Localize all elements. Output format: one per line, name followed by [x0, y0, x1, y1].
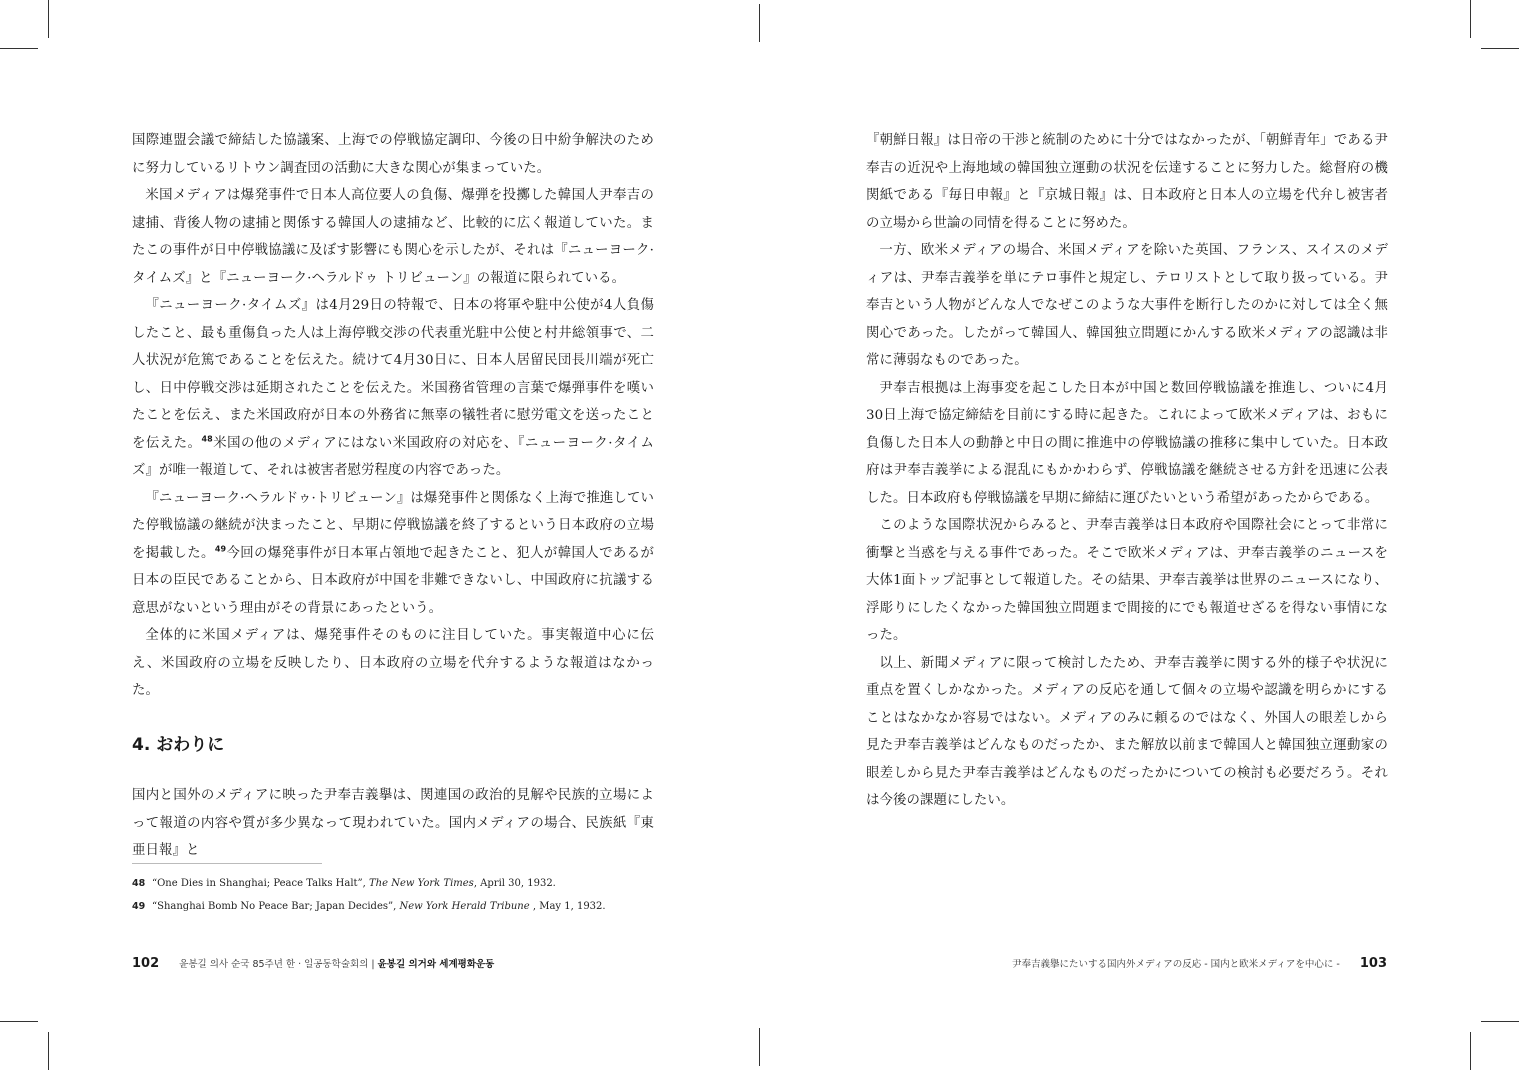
section-paragraph: 国内と国外のメディアに映った尹奉吉義擧は、関連国の政治的見解や民族的立場によって報道の内容や質が多少異なって現われていた。国内メディアの場合、民族紙『東亜日報』と [132, 788, 654, 858]
footnote-ref-49[interactable]: 49 [214, 544, 227, 554]
right-body-text [866, 127, 1388, 815]
left-paragraph-4 [132, 485, 654, 623]
left-footer [132, 956, 494, 971]
footnote-ref-48[interactable]: 48 [201, 434, 213, 444]
right-paragraph-4: このような国際状況からみると、尹奉吉義挙は日本政府や国際社会にとって非常に衝撃と当惑を与える事件であった。そこで欧米メディアは、尹奉吉義挙のニュースを大体1面トップ記事として報道した。その結果、尹奉吉義挙は世界のニュースになり、浮彫りにしたくなかった韓国独立問題まで間接的にでも報道せざるを得ない事情になった。 [866, 518, 1388, 643]
footnote-number: 49 [132, 901, 146, 912]
footnote-source: New York Herald Tribune [399, 901, 530, 912]
running-title-right: 尹奉吉義擧にたいする国内外メディアの反応 - 国内と欧米メディアを中心に - [1011, 959, 1340, 970]
running-title-plain: 윤봉길 의사 순국 85주년 한 · 일공동학술회의 | [179, 959, 378, 970]
footnote-source: The New York Times [369, 878, 474, 889]
right-paragraph-2: 一方、欧米メディアの場合、米国メディアを除いた英国、フランス、スイスのメディアは、尹奉吉義挙を単にテロ事件と規定し、テロリストとして取り扱っている。尹奉吉という人物がどんな人でなぜこのような大事件を断行したのかに対しては全く無関心であった。したがって韓国人、韓国独立問題にかんする欧米メディアの認識は非常に薄弱なものであった。 [866, 243, 1388, 368]
left-paragraph-5: 全体的に米国メディアは、爆発事件そのものに注目していた。事実報道中心に伝え、米国政府の立場を反映したり、日本政府の立場を代弁するような報道はなかった。 [132, 628, 654, 698]
footnote-number: 48 [132, 878, 146, 889]
section-heading: 4. おわりに [132, 735, 225, 755]
left-paragraph-3 [132, 292, 654, 485]
footnote-48 [132, 878, 556, 889]
left-paragraph-3-before: 『ニューヨーク·タイムズ』は4月29日の特報で、日本の将軍や駐中公使が4人負傷したこと、最も重傷負った人は上海停戦交渉の代表重光駐中公使と村井総領事で、二人状況が危篤であることを伝えた。続けて4月30日に、日本人居留民団長川端が死亡し、日中停戦交渉は延期されたことを伝えた。米国務省管理の言葉で爆弾事件を嘆いたことを伝え、また米国政府が日本の外務省に無辜の犠牲者に慰労電文を送ったことを伝えた。 [132, 298, 654, 451]
right-paragraph-5: 以上、新聞メディアに限って検討したため、尹奉吉義挙に関する外的様子や状況に重点を置くしかなかった。メディアの反応を通して個々の立場や認識を明らかにすることはなかなか容易ではない。メディアのみに頼るのではなく、外国人の眼差しから見た尹奉吉義挙はどんなものだったか、また解放以前まで韓国人と韓国独立運動家の眼差しから見た尹奉吉義挙はどんなものだったかについての検討も必要だろう。それは今後の課題にしたい。 [866, 655, 1388, 808]
left-paragraph-2: 米国メディアは爆発事件で日本人高位要人の負傷、爆弾を投擲した韓国人尹奉吉の逮捕、背後人物の逮捕と関係する韓国人の逮捕など、比較的に広く報道していた。またこの事件が日中停戦協議に及ぼす影響にも関心を示したが、それは『ニューヨーク·タイムズ』と『ニューヨーク·ヘラルドゥ トリビューン』の報道に限られている。 [132, 188, 654, 286]
right-paragraph-1: 『朝鮮日報』は日帝の干渉と統制のために十分ではなかったが、「朝鮮青年」である尹奉吉の近況や上海地域の韓国独立運動の状況を伝達することに努力した。総督府の機関紙である『毎日申報』と『京城日報』は、日本政府と日本人の立場を代弁し被害者の立場から世論の同情を得ることに努めた。 [866, 133, 1388, 231]
left-body-text [132, 127, 654, 705]
left-paragraph-4-after: 今回の爆発事件が日本軍占領地で起きたこと、犯人が韓国人であるが日本の臣民であることから、日本政府が中国を非難できないし、中国政府に抗議する意思がないという理由がその背景にあったという。 [132, 545, 654, 616]
footnote-49 [132, 901, 606, 912]
footnote-text: “One Dies in Shanghai; Peace Talks Halt”, [152, 878, 370, 889]
page-number-right: 103 [1359, 956, 1387, 971]
left-page [0, 0, 759, 1070]
footnote-text: “Shanghai Bomb No Peace Bar; Japan Decides”, [152, 901, 400, 912]
right-footer [1012, 956, 1387, 971]
left-paragraph-1: 国際連盟会議で締結した協議案、上海での停戦協定調印、今後の日中紛争解決のために努力しているリトウン調査団の活動に大きな関心が集まっていた。 [132, 133, 654, 176]
footnote-divider [132, 863, 322, 864]
left-paragraph-3-after: 米国の他のメディアにはない米国政府の対応を、『ニューヨーク·タイムズ』が唯一報道して、それは被害者慰労程度の内容であった。 [132, 435, 654, 478]
left-paragraph-4-before: 『ニューヨーク·ヘラルドゥ·トリビューン』は爆発事件と関係なく上海で推進していた停戦協議の継続が決まったこと、早期に停戦協議を終了するという日本政府の立場を掲載した。 [132, 490, 654, 561]
running-title-left [179, 956, 494, 970]
footnote-date: , April 30, 1932. [473, 878, 556, 889]
running-title-bold: 윤봉길 의거와 세계평화운동 [377, 959, 495, 970]
footnote-date: , May 1, 1932. [529, 901, 606, 912]
right-paragraph-3: 尹奉吉根拠は上海事変を起こした日本が中国と数回停戦協議を推進し、ついに4月30日上海で協定締結を目前にする時に起きた。これによって欧米メディアは、おもに負傷した日本人の動静と中日の間に推進中の停戦協議の推移に集中していた。日本政府は尹奉吉義挙による混乱にもかかわらず、停戦協議を継続させる方針を迅速に公表した。日本政府も停戦協議を早期に締結に運びたいという希望があったからである。 [866, 380, 1388, 506]
section-body-text [132, 782, 654, 865]
right-page [760, 0, 1519, 1070]
page-number-left: 102 [132, 956, 160, 971]
